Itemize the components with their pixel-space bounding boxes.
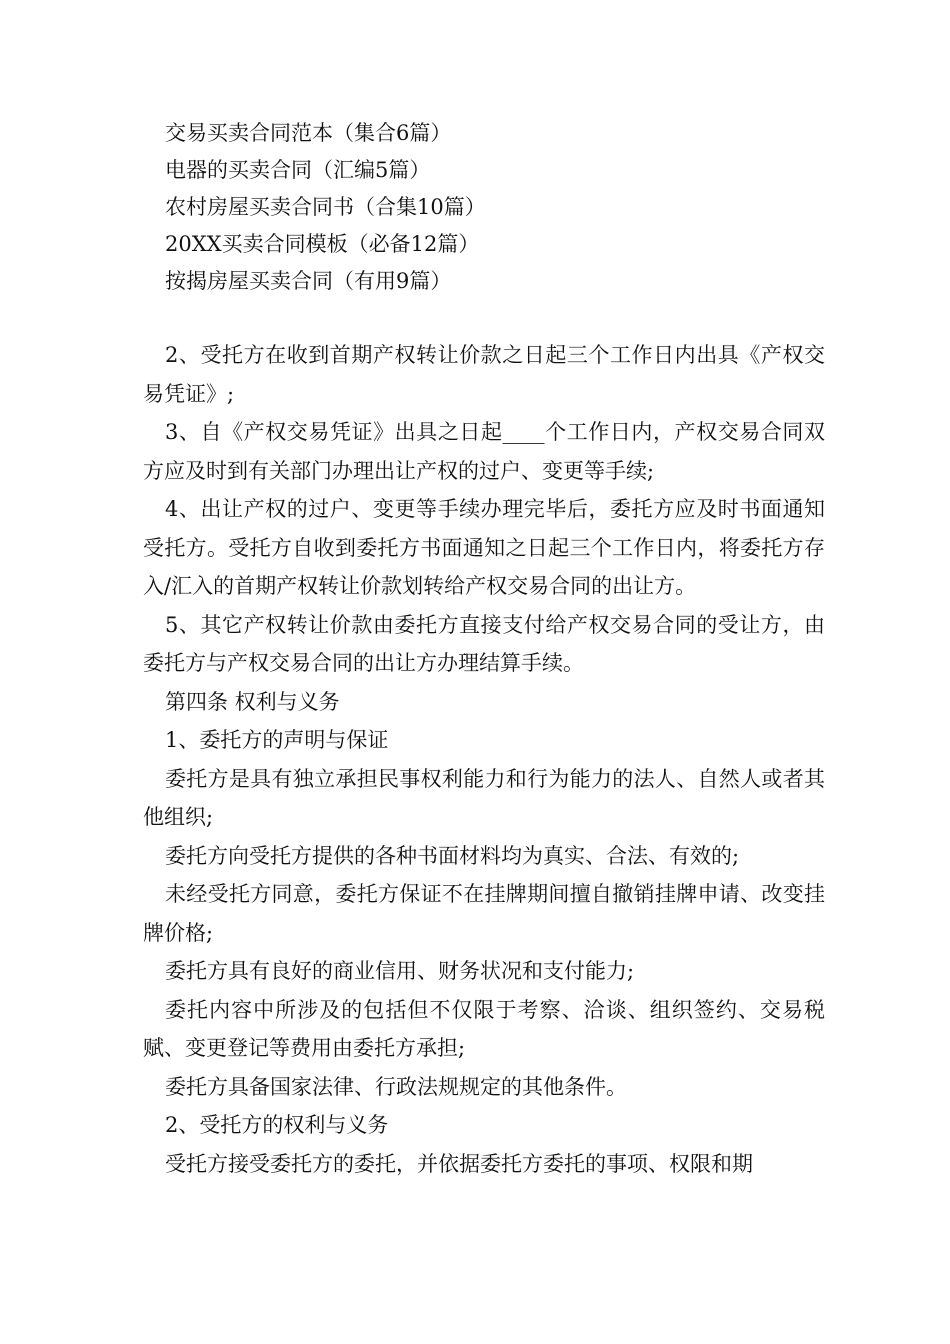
article-heading: 第四条 权利与义务 bbox=[165, 689, 340, 714]
clause-paragraph: 委托方是具有独立承担民事权利能力和行为能力的法人、自然人或者其他组织; bbox=[143, 766, 825, 829]
clause-paragraph: 受托方接受委托方的委托，并依据委托方委托的事项、权限和期 bbox=[165, 1151, 753, 1176]
related-article-link[interactable]: 电器的买卖合同（汇编5篇） bbox=[165, 158, 431, 182]
clause-paragraph: 委托方具备国家法律、行政法规规定的其他条件。 bbox=[165, 1074, 627, 1099]
clause-paragraph: 委托方具有良好的商业信用、财务状况和支付能力; bbox=[165, 959, 635, 983]
related-article-link[interactable]: 农村房屋买卖合同书（合集10篇） bbox=[165, 195, 486, 219]
related-article-link[interactable]: 20XX买卖合同模板（必备12篇） bbox=[165, 232, 480, 256]
related-article-link[interactable]: 交易买卖合同范本（集合6篇） bbox=[165, 121, 452, 145]
contract-body bbox=[143, 336, 825, 1183]
related-articles-list bbox=[165, 115, 486, 300]
clause-paragraph: 未经受托方同意，委托方保证不在挂牌期间擅自撤销挂牌申请、改变挂牌价格; bbox=[143, 882, 825, 945]
section-heading: 2、受托方的权利与义务 bbox=[165, 1113, 389, 1137]
clause-paragraph: 4、出让产权的过户、变更等手续办理完毕后，委托方应及时书面通知受托方。受托方自收到委托方书面通知之日起三个工作日内，将委托方存入/汇入的首期产权转让价款划转给产权交易合同的出让方。 bbox=[143, 497, 825, 598]
clause-paragraph: 2、受托方在收到首期产权转让价款之日起三个工作日内出具《产权交易凭证》; bbox=[143, 343, 825, 406]
related-article-link[interactable]: 按揭房屋买卖合同（有用9篇） bbox=[165, 269, 452, 293]
clause-paragraph: 5、其它产权转让价款由委托方直接支付给产权交易合同的受让方，由委托方与产权交易合同的出让方办理结算手续。 bbox=[143, 612, 825, 675]
section-heading: 1、委托方的声明与保证 bbox=[165, 728, 389, 752]
clause-paragraph: 3、自《产权交易凭证》出具之日起____个工作日内，产权交易合同双方应及时到有关部门办理出让产权的过户、变更等手续; bbox=[143, 420, 825, 483]
clause-paragraph: 委托方向受托方提供的各种书面材料均为真实、合法、有效的; bbox=[165, 843, 740, 868]
clause-paragraph: 委托内容中所涉及的包括但不仅限于考察、洽谈、组织签约、交易税赋、变更登记等费用由委托方承担; bbox=[143, 997, 825, 1060]
